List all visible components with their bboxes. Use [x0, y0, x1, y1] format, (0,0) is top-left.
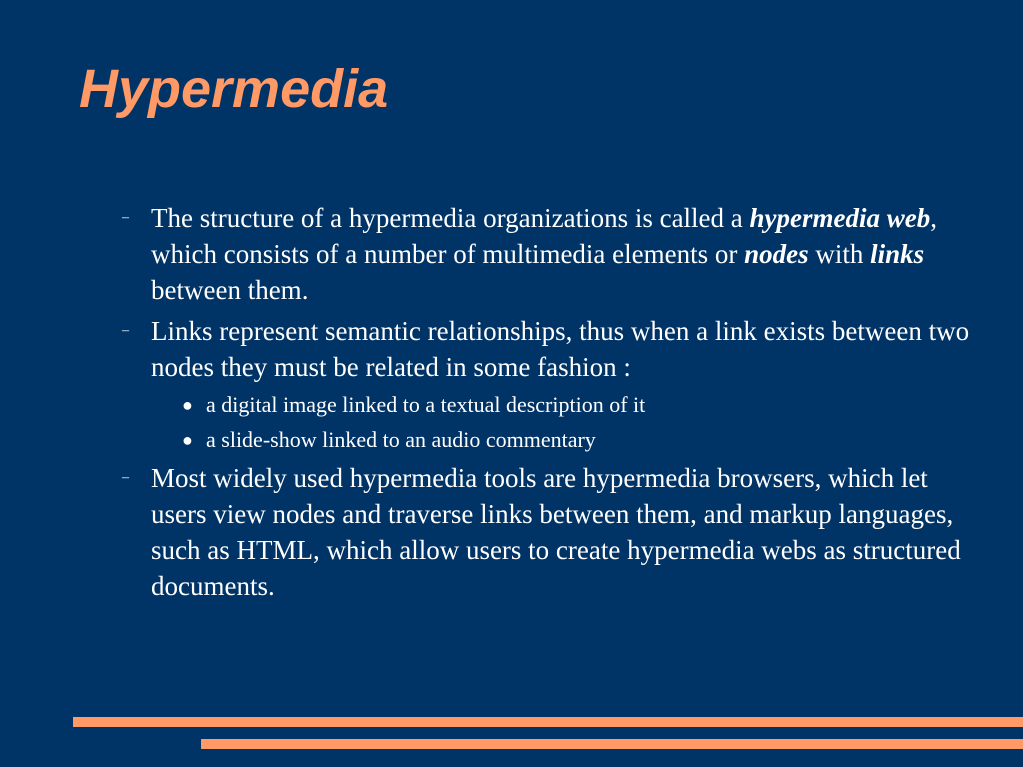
sub-bullet-1: [118, 390, 978, 420]
slide-content: [118, 200, 978, 609]
decorative-bar-top: [73, 717, 1023, 727]
point-1-text-d: between them.: [151, 275, 309, 305]
point-1-text-b: , which consists of a number of multimedia elements or: [151, 203, 938, 269]
dash-bullet-icon: –: [122, 323, 129, 338]
point-1-text-c: with: [808, 239, 871, 269]
bullet-point-2: [118, 313, 978, 385]
term-links: links: [870, 239, 925, 269]
dot-bullet-icon: ●: [182, 395, 193, 415]
bullet-point-1: [118, 200, 978, 308]
dot-bullet-icon: ●: [182, 430, 193, 450]
point-1-text-a: The structure of a hypermedia organizations is called a: [151, 203, 750, 233]
dash-bullet-icon: –: [122, 470, 129, 485]
dash-bullet-icon: –: [122, 210, 129, 225]
decorative-bar-bottom: [201, 739, 1023, 749]
point-2-text: Links represent semantic relationships, thus when a link exists between two nodes they must be related in some fashion :: [151, 316, 970, 382]
bullet-point-3: [118, 460, 978, 604]
term-nodes: nodes: [744, 239, 809, 269]
sub-bullet-2-text: a slide-show linked to an audio commentary: [206, 427, 596, 452]
term-hypermedia-web: hypermedia web: [749, 203, 931, 233]
point-3-text: Most widely used hypermedia tools are hypermedia browsers, which let users view nodes and traverse links between them, and markup languages, such as HTML, which allow users to create hypermedia webs as structured documents.: [151, 463, 961, 601]
sub-bullet-1-text: a digital image linked to a textual description of it: [206, 392, 646, 417]
slide-title: Hypermedia: [79, 59, 389, 119]
sub-bullet-2: [118, 425, 978, 455]
